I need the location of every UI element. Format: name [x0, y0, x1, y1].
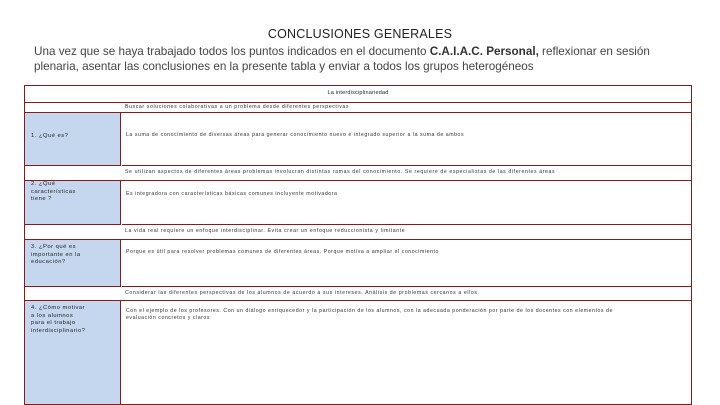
band-text-4: Considerar las diferentes perspectivas de los alumnos de acuerdo a sus intereses. Análisis de problemas cercanos a ellos	[125, 290, 478, 296]
question-text-3: 3. ¿Por qué es importante en la educación?	[31, 244, 81, 265]
band-blank-cell	[25, 287, 121, 300]
band-text-3: La vida real requiere un enfoque interdisciplinar. Evita crear un enfoque reduccionista y limitante	[125, 228, 406, 234]
question-cell-1	[25, 113, 121, 166]
conclusions-table	[24, 85, 692, 405]
band-blank-cell	[25, 103, 121, 112]
page-title: CONCLUSIONES GENERALES	[267, 27, 453, 41]
band-row-3	[25, 225, 691, 240]
intro-document-name: C.A.I.A.C. Personal,	[429, 45, 539, 58]
answer-text-4: Con el ejemplo de los profesores. Con un diálogo enriquecedor y la participación de los alumnos, con la adecuada ponderación por parte de los docentes con elementos de evaluación concretos y claros	[126, 308, 613, 321]
table-header: La interdisciplinariedad	[25, 86, 691, 103]
question-cell-2	[25, 181, 121, 225]
band-blank-cell	[25, 166, 121, 180]
answer-text-2: Es integradora con características básicas comunes incluyente motivadora	[126, 191, 338, 197]
answer-cell-1	[122, 113, 691, 166]
intro-suffix: reflexionar en sesión plenaria, asentar las conclusiones en la presente tabla y enviar a todos los grupos heterogéneos	[34, 45, 650, 73]
band-blank-cell	[25, 225, 121, 239]
intro-paragraph	[34, 44, 694, 74]
question-cell-3	[25, 240, 121, 287]
band-text-2: Se utilizan aspectos de diferentes áreas problemas involucran distintas ramas del conocimiento. Se requiere de especialistas de las diferentes áreas	[125, 169, 556, 175]
answer-cell-3	[122, 240, 691, 287]
band-row-2	[25, 166, 691, 181]
answer-cell-2	[122, 181, 691, 225]
question-cell-4	[25, 301, 121, 404]
answer-cell-4	[122, 301, 691, 404]
intro-prefix: Una vez que se haya trabajado todos los puntos indicados en el documento	[34, 45, 430, 58]
question-text-1: 1. ¿Qué es?	[31, 133, 69, 139]
band-row-4	[25, 287, 691, 301]
band-text-1: Buscar soluciones colaborativas a un problema desde diferentes perspectivas	[125, 104, 350, 110]
question-text-2: 2. ¿Qué características tiene ?	[31, 181, 76, 202]
answer-text-1: La suma de conocimiento de diversas áreas para generar conocimiento nuevo e integrado superior a la suma de ambos	[126, 132, 465, 138]
band-row-1	[25, 103, 691, 113]
answer-text-3: Porque es útil para resolver problemas comunes de diferentes áreas. Porque motiva a ampliar el conocimiento	[126, 249, 439, 255]
question-text-4: 4. ¿Cómo motivar a los alumnos para el trabajo interdisciplinario?	[31, 305, 86, 334]
